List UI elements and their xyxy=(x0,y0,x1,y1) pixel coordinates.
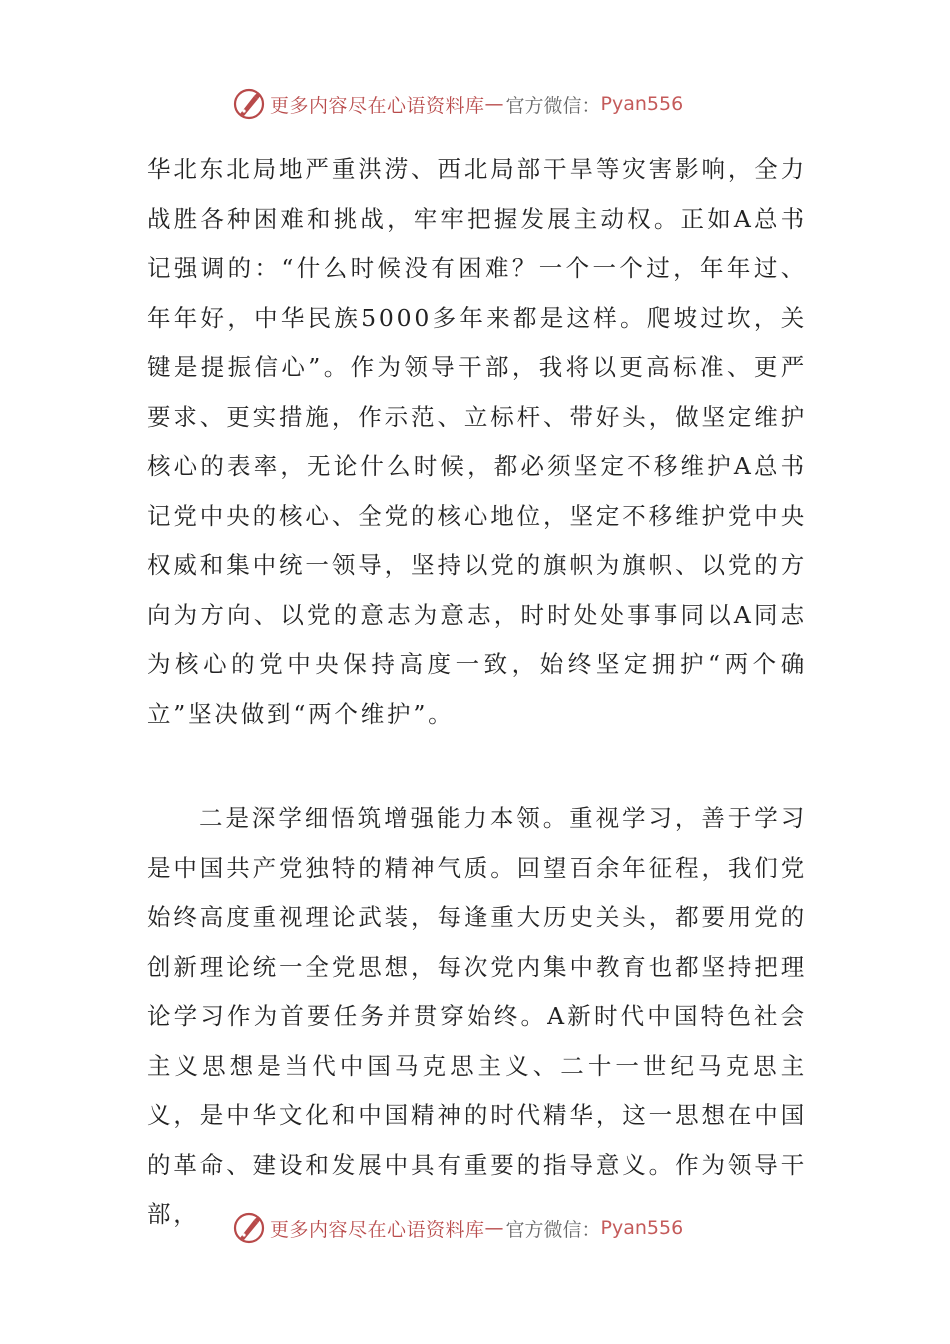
watermark-wechat-id: Pyan556 xyxy=(600,1217,684,1239)
watermark-wechat-label: 官方微信： xyxy=(505,1218,601,1241)
body-paragraph-1 xyxy=(147,145,807,739)
paragraph-text: 二是深学细悟筑增强能力本领。重视学习，善于学习是中国共产党独特的精神气质。回望百余年征程，我们党始终高度重视理论武装，每逢重大历史关头，都要用党的创新理论统一全党思想，每次党内集中教育也都坚持把理论学习作为首要任务并贯穿始终。A新时代中国特色社会主义思想是当代中国马克思主义、二十一世纪马克思主义，是中华文化和中国精神的时代精华，这一思想在中国的革命、建设和发展中具有重要的指导意义。作为领导干部， xyxy=(147,804,807,1228)
pen-nib-logo-icon xyxy=(232,87,266,121)
paragraph-text: 华北东北局地严重洪涝、西北局部干旱等灾害影响，全力战胜各种困难和挑战，牢牢把握发展主动权。正如A总书记强调的：“什么时候没有困难？一个一个过，年年过、年年好，中华民族5000多年来都是这样。爬坡过坎，关键是提振信心”。作为领导干部，我将以更高标准、更严要求、更实措施，作示范、立标杆、带好头，做坚定维护核心的表率，无论什么时候，都必须坚定不移维护A总书记党中央的核心、全党的核心地位，坚定不移维护党中央权威和集中统一领导，坚持以党的旗帜为旗帜、以党的方向为方向、以党的意志为意志，时时处处事事同以A同志为核心的党中央保持高度一致，始终坚定拥护“两个确立”坚决做到“两个维护”。 xyxy=(147,155,807,728)
watermark-wechat-id: Pyan556 xyxy=(600,93,684,115)
watermark-title: 更多内容尽在心语资料库 xyxy=(270,1218,485,1241)
watermark-separator: — xyxy=(484,93,504,115)
watermark-wechat-label: 官方微信： xyxy=(505,94,601,117)
header-watermark xyxy=(232,84,683,124)
pen-nib-logo-icon xyxy=(232,1211,266,1245)
body-paragraph-2 xyxy=(147,794,807,1240)
watermark-title: 更多内容尽在心语资料库 xyxy=(270,94,485,117)
footer-watermark xyxy=(232,1208,683,1248)
watermark-separator: — xyxy=(484,1217,504,1239)
